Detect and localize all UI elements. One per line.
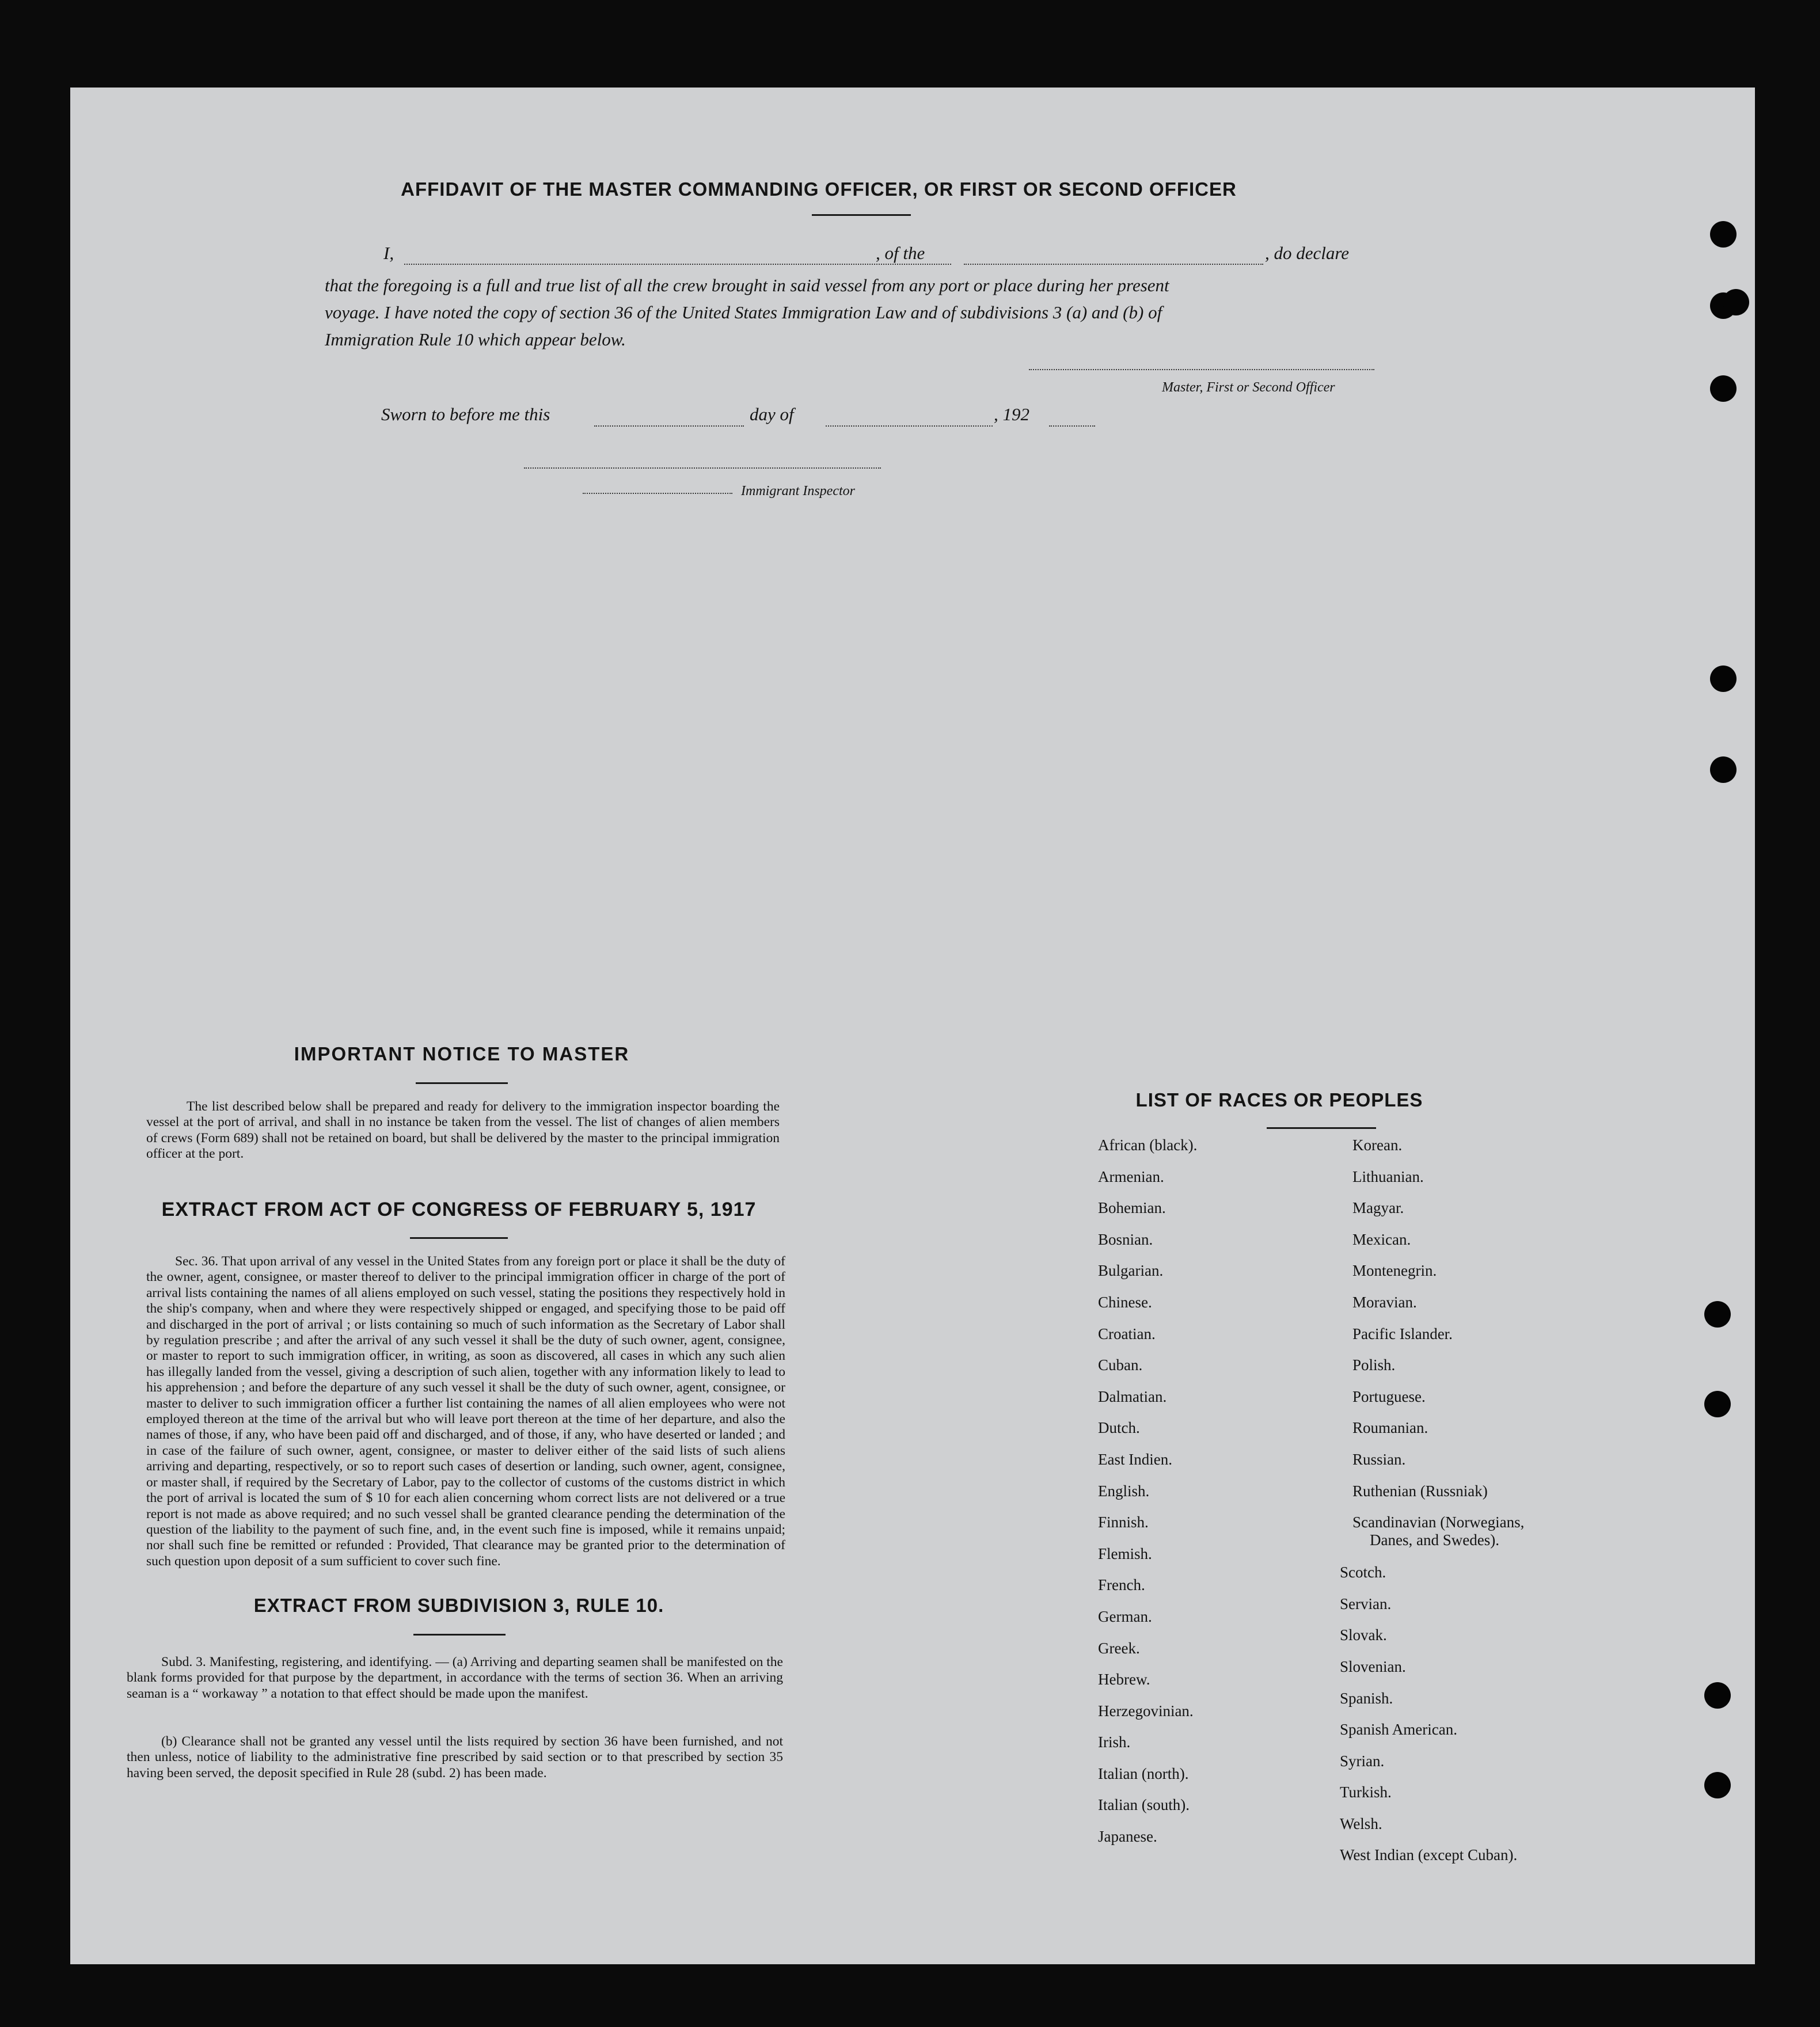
race-item: Cuban. [1098, 1356, 1143, 1374]
act-extract-title-rule [410, 1237, 508, 1239]
affidavit-of-the-label: , of the [876, 243, 925, 263]
race-item: Scandinavian (Norwegians, [1352, 1513, 1525, 1531]
race-item: Korean. [1352, 1136, 1403, 1154]
race-item: Slovenian. [1340, 1657, 1406, 1675]
race-item: Bulgarian. [1098, 1262, 1164, 1280]
affidavit-line-4: Immigration Rule 10 which appear below. [325, 329, 626, 349]
inspector-signature-blank [524, 467, 881, 469]
race-item: Turkish. [1340, 1783, 1392, 1801]
race-item: Slovak. [1340, 1626, 1387, 1644]
race-item: Irish. [1098, 1733, 1131, 1751]
sworn-year-blank [1049, 425, 1095, 427]
master-caption: Master, First or Second Officer [1162, 380, 1335, 395]
binder-hole [1710, 375, 1737, 402]
races-list-left [1098, 1136, 1197, 1859]
binder-hole [1710, 665, 1737, 692]
race-item: Flemish. [1098, 1545, 1152, 1562]
races-list-right [1340, 1136, 1524, 1878]
race-item: French. [1098, 1576, 1145, 1594]
sworn-month-blank [826, 425, 993, 427]
race-item: Pacific Islander. [1352, 1325, 1453, 1343]
race-item: Japanese. [1098, 1828, 1157, 1846]
race-item: African (black). [1098, 1136, 1198, 1154]
act-extract-title: EXTRACT FROM ACT OF CONGRESS OF FEBRUARY 5, 1917 [161, 1199, 757, 1220]
race-item: Chinese. [1098, 1293, 1152, 1311]
act-extract-text: Sec. 36. That upon arrival of any vessel in the United States from any foreign port or place it shall be the duty of the owner, agent, consignee, or master thereof to deliver to the principal immigration officer in charge of the port of arrival lists containing the names of all aliens employed on such vessel, stating the positions they respectively hold in the ship's company, when and where they were respectively shipped or engaged, and specifying those to be paid off and discharged in the port of arrival ; or lists containing so much of such information as the Secretary of Labor shall by regulation prescribe ; and after the arrival of any such vessel it shall be the duty of such owner, agent, consignee, or master to report to such immigration officer, in writing, as soon as discovered, all cases in which any such alien has illegally landed from the vessel, giving a description of such alien, together with any information likely to lead to his apprehension ; and before the departure of any such vessel it shall be the duty of such owner, agent, consignee, or master to deliver to such immigration officer a further list containing the names of all alien employees who were not employed thereon at the time of the arrival but who will leave port thereon at the time of her departure, and also the names of those, if any, who have been paid off and discharged, and of those, if any, who have deserted or landed ; and in case of the failure of such owner, agent, consignee, or master to deliver either of the said lists of such aliens arriving and departing, respectively, or so to report such cases of desertion or landing, such owner, agent, consignee, or master shall, if required by the Secretary of Labor, pay to the collector of customs of the customs district in which the port of arrival is located the sum of $ 10 for each alien concerning whom correct lists are not delivered or a true report is not made as above required; and no such vessel shall be granted clearance pending the determination of the question of the liability to the payment of such fine, and, in the event such fine is imposed, while it remains unpaid; nor shall such fine be remitted or refunded : Provided, That clearance may be granted prior to the determination of such question upon deposit of a sum sufficient to cover such fine. [146, 1254, 785, 1569]
affidavit-title: AFFIDAVIT OF THE MASTER COMMANDING OFFICER, OR FIRST OR SECOND OFFICER [401, 178, 1237, 200]
race-item: Montenegrin. [1352, 1262, 1437, 1280]
rule-extract-title: EXTRACT FROM SUBDIVISION 3, RULE 10. [253, 1595, 664, 1616]
race-item: Dalmatian. [1098, 1387, 1167, 1405]
race-item: Croatian. [1098, 1325, 1156, 1343]
notice-title: IMPORTANT NOTICE TO MASTER [294, 1043, 630, 1064]
race-item: Servian. [1340, 1595, 1392, 1613]
race-item: Spanish American. [1340, 1721, 1457, 1739]
day-of-label: day of [750, 404, 794, 424]
binder-hole [1704, 1682, 1731, 1709]
race-item: Italian (south). [1098, 1796, 1190, 1814]
notice-text: The list described below shall be prepared and ready for delivery to the immigration inspector boarding the vessel at the port of arrival, and shall in no instance be taken from the vessel. The list of changes of alien members of crews (Form 689) shall not be retained on board, but shall be delivered by the master to the principal immigration officer at the port. [146, 1099, 780, 1162]
affidavit-title-rule [812, 214, 911, 216]
binder-hole [1704, 1391, 1731, 1417]
race-item: Magyar. [1352, 1199, 1404, 1217]
race-item: West Indian (except Cuban). [1340, 1846, 1518, 1864]
race-item: Italian (north). [1098, 1764, 1189, 1782]
race-item: Syrian. [1340, 1752, 1385, 1770]
affidavit-name-blank [404, 264, 951, 265]
race-item: Russian. [1352, 1450, 1406, 1468]
inspector-signature-blank-2 [583, 493, 732, 494]
inspector-caption: Immigrant Inspector [741, 484, 855, 499]
master-signature-blank [1029, 369, 1374, 370]
race-item: Moravian. [1352, 1293, 1417, 1311]
affidavit-line-2: that the foregoing is a full and true list of all the crew brought in said vessel from any port or place during her present [325, 275, 1169, 295]
affidavit-line-3: voyage. I have noted the copy of section 36 of the United States Immigration Law and of subdivisions 3 (a) and (b) of [325, 302, 1162, 322]
race-item: Danes, and Swedes). [1370, 1531, 1499, 1549]
binder-hole [1704, 1301, 1731, 1328]
race-item: Lithuanian. [1352, 1167, 1424, 1185]
race-item: German. [1098, 1607, 1152, 1625]
race-item: English. [1098, 1482, 1150, 1500]
race-item: Bosnian. [1098, 1230, 1153, 1248]
race-item: Mexican. [1352, 1230, 1411, 1248]
year-label: , 192 [994, 404, 1029, 424]
race-item: East Indien. [1098, 1450, 1172, 1468]
race-item: Herzegovinian. [1098, 1702, 1194, 1720]
affidavit-i-label: I, [383, 243, 394, 263]
race-item: Hebrew. [1098, 1671, 1150, 1688]
races-title-rule [1267, 1127, 1376, 1129]
race-item: Bohemian. [1098, 1199, 1166, 1217]
affidavit-do-declare-label: , do declare [1265, 243, 1350, 263]
race-item: Armenian. [1098, 1167, 1164, 1185]
binder-hole [1710, 756, 1737, 783]
notice-title-rule [416, 1082, 508, 1084]
races-title: LIST OF RACES OR PEOPLES [1135, 1089, 1423, 1111]
race-item: Greek. [1098, 1639, 1140, 1657]
race-item: Polish. [1352, 1356, 1396, 1374]
rule-extract-text-a: Subd. 3. Manifesting, registering, and identifying. — (a) Arriving and departing seamen shall be manifested on the blank forms provided for that purpose by the department, in accordance with the terms of section 36. When an arriving seaman is a “ workaway ” a notation to that effect should be made upon the manifest. [127, 1655, 783, 1701]
sworn-day-blank [594, 425, 744, 427]
rule-extract-title-rule [413, 1634, 506, 1636]
race-item: Ruthenian (Russniak) [1352, 1482, 1488, 1500]
race-item: Scotch. [1340, 1564, 1386, 1581]
binder-hole [1704, 1772, 1731, 1798]
rule-extract-text-b: (b) Clearance shall not be granted any vessel until the lists required by section 36 have been furnished, and not then unless, notice of liability to the administrative fine prescribed by said section or to that prescribed by section 35 having been served, the deposit specified in Rule 28 (subd. 2) has been made. [127, 1734, 783, 1781]
sworn-label: Sworn to before me this [381, 404, 550, 424]
race-item: Welsh. [1340, 1815, 1382, 1832]
document-page [70, 88, 1755, 1964]
race-item: Roumanian. [1352, 1419, 1428, 1437]
affidavit-vessel-blank [964, 264, 1263, 265]
binder-hole [1710, 221, 1737, 248]
race-item: Finnish. [1098, 1513, 1149, 1531]
race-item: Spanish. [1340, 1689, 1393, 1707]
binder-hole [1723, 289, 1749, 315]
race-item: Portuguese. [1352, 1387, 1426, 1405]
race-item: Dutch. [1098, 1419, 1140, 1437]
